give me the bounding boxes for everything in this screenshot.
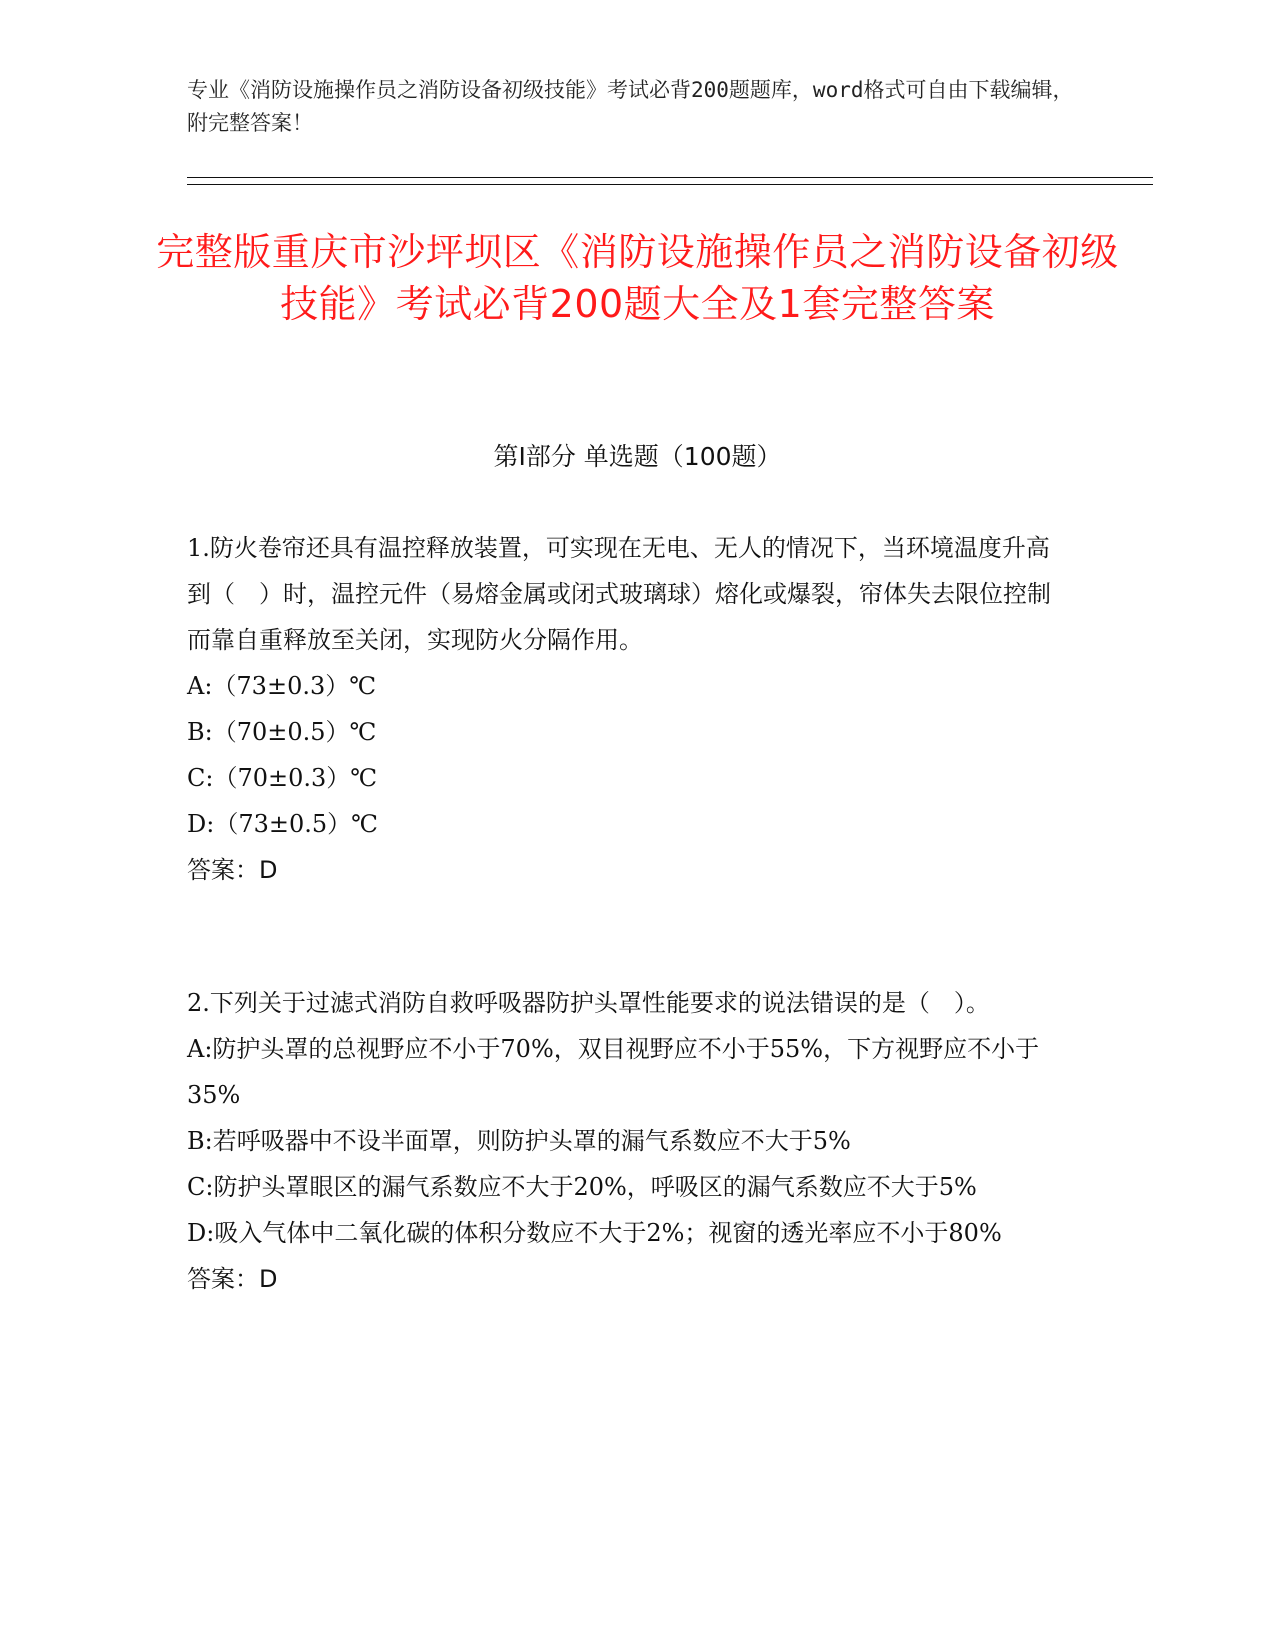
option-b: B:（70±0.5）℃ bbox=[187, 718, 377, 746]
answer: 答案：D bbox=[187, 1265, 278, 1293]
section-heading: 第I部分 单选题（100题） bbox=[493, 442, 782, 471]
header-note: 专业《消防设施操作员之消防设备初级技能》考试必背200题题库，word格式可自由下载编辑，附完整答案！ bbox=[187, 78, 1074, 135]
option-c: C:防护头罩眼区的漏气系数应不大于20%，呼吸区的漏气系数应不大于5% bbox=[187, 1173, 977, 1201]
question-2 bbox=[187, 980, 1067, 1302]
option-a: A:防护头罩的总视野应不小于70%，双目视野应不小于55%，下方视野应不小于35% bbox=[187, 1035, 1040, 1109]
question-stem: 1.防火卷帘还具有温控释放装置，可实现在无电、无人的情况下，当环境温度升高到（ ）时，温控元件（易熔金属或闭式玻璃球）熔化或爆裂，帘体失去限位控制而靠自重释放至关闭，实现防火分隔作用。 bbox=[187, 534, 1051, 654]
option-b: B:若呼吸器中不设半面罩，则防护头罩的漏气系数应不大于5% bbox=[187, 1127, 851, 1155]
header-rule-bottom bbox=[187, 184, 1153, 185]
option-a: A:（73±0.3）℃ bbox=[187, 672, 377, 700]
document-title: 完整版重庆市沙坪坝区《消防设施操作员之消防设备初级技能》考试必背200题大全及1套完整答案 bbox=[156, 230, 1119, 326]
question-1 bbox=[187, 525, 1067, 893]
option-c: C:（70±0.3）℃ bbox=[187, 764, 378, 792]
answer: 答案：D bbox=[187, 856, 278, 884]
question-stem: 2.下列关于过滤式消防自救呼吸器防护头罩性能要求的说法错误的是（ ）。 bbox=[187, 989, 990, 1017]
option-d: D:吸入气体中二氧化碳的体积分数应不大于2%；视窗的透光率应不小于80% bbox=[187, 1219, 1002, 1247]
header-rule-top bbox=[187, 177, 1153, 178]
option-d: D:（73±0.5）℃ bbox=[187, 810, 378, 838]
